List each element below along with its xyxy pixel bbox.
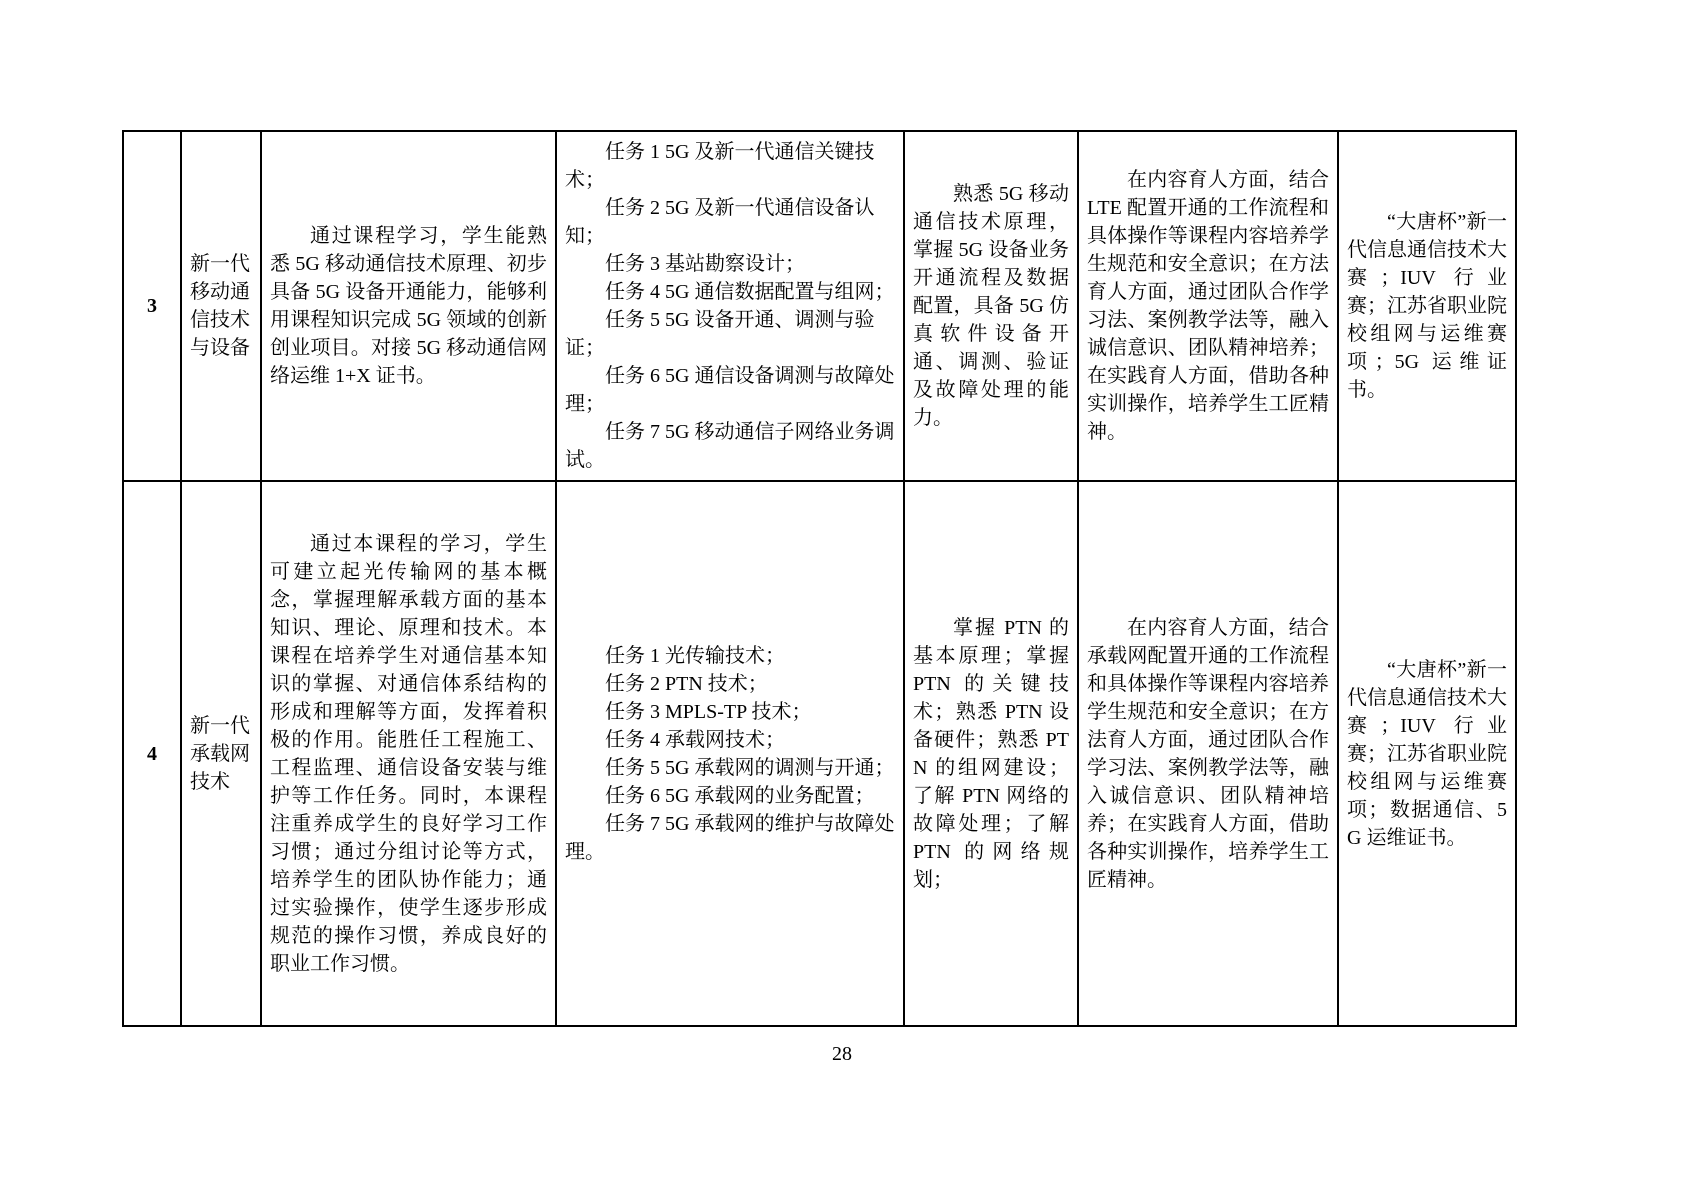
task-item: 任务 4 5G 通信数据配置与组网； <box>605 281 895 303</box>
task-item: 任务 3 MPLS-TP 技术； <box>605 700 812 723</box>
course-education-cell <box>1078 131 1338 481</box>
task-item: 任务 5 5G 设备开通、调测与验证； <box>565 309 875 359</box>
course-description: 通过课程学习，学生能熟悉 5G 移动通信技术原理、初步具备 5G 设备开通能力，能够利用课程知识完成 5G 领域的创新创业项目。对接 5G 移动通信网络运维 1+X 证书。 <box>270 225 547 387</box>
course-awards-cell <box>1338 481 1516 1026</box>
course-education: 在内容育人方面，结合 LTE 配置开通的工作流程和具体操作等课程内容培养学生规范和安全意识；在方法育人方面，通过团队合作学习法、案例教学法等，融入诚信意识、团队精神培养；在实践育人方面，借助各种实训操作，培养学生工匠精神。 <box>1087 169 1329 443</box>
course-tasks-cell <box>556 131 904 481</box>
course-education: 在内容育人方面，结合承载网配置开通的工作流程和具体操作等课程内容培养学生规范和安全意识；在方法育人方面，通过团队合作学习法、案例教学法等，融入诚信意识、团队精神培养；在实践育人方面，借助各种实训操作，培养学生工匠精神。 <box>1087 616 1329 891</box>
task-item: 任务 1 光传输技术； <box>605 644 785 667</box>
task-item: 任务 5 5G 承载网的调测与开通； <box>605 756 895 779</box>
course-plan-table <box>122 130 1517 1027</box>
row-number: 3 <box>123 131 181 481</box>
task-item: 任务 3 基站勘察设计； <box>605 253 805 275</box>
task-item: 任务 4 承载网技术； <box>605 728 785 751</box>
course-education-cell <box>1078 481 1338 1026</box>
course-awards: “大唐杯”新一代信息通信技术大赛；IUV 行业赛；江苏省职业院校组网与运维赛项；5G 运维证书。 <box>1347 211 1507 401</box>
row-number: 4 <box>123 481 181 1026</box>
course-skills-cell <box>904 481 1078 1026</box>
course-awards: “大唐杯”新一代信息通信技术大赛；IUV 行业赛；江苏省职业院校组网与运维赛项；数据通信、5G 运维证书。 <box>1347 658 1507 849</box>
task-item: 任务 6 5G 承载网的业务配置； <box>605 784 875 807</box>
task-item: 任务 6 5G 通信设备调测与故障处理； <box>565 365 895 415</box>
task-item: 任务 2 PTN 技术； <box>605 672 768 695</box>
course-skills: 掌握 PTN 的基本原理；掌握 PTN 的关键技术；熟悉 PTN 设备硬件；熟悉 PTN 的组网建设；了解 PTN 网络的故障处理；了解 PTN 的网络规划； <box>913 616 1069 891</box>
task-item: 任务 2 5G 及新一代通信设备认知； <box>565 197 875 247</box>
table-row <box>123 481 1516 1026</box>
course-description: 通过本课程的学习，学生可建立起光传输网的基本概念，掌握理解承载方面的基本知识、理论、原理和技术。本课程在培养学生对通信基本知识的掌握、对通信体系结构的形成和理解等方面，发挥着积极的作用。能胜任工程施工、工程监理、通信设备安装与维护等工作任务。同时，本课程注重养成学生的良好学习工作习惯；通过分组讨论等方式，培养学生的团队协作能力；通过实验操作，使学生逐步形成规范的操作习惯，养成良好的职业工作习惯。 <box>270 532 547 975</box>
course-description-cell <box>261 131 556 481</box>
course-description-cell <box>261 481 556 1026</box>
course-skills: 熟悉 5G 移动通信技术原理，掌握 5G 设备业务开通流程及数据配置，具备 5G 仿真软件设备开通、调测、验证及故障处理的能力。 <box>913 183 1069 429</box>
task-item: 任务 7 5G 移动通信子网络业务调试。 <box>565 421 895 471</box>
course-tasks-cell <box>556 481 904 1026</box>
table-row <box>123 131 1516 481</box>
task-item: 任务 7 5G 承载网的维护与故障处理。 <box>565 812 895 863</box>
course-name: 新一代承载网技术 <box>181 481 261 1026</box>
course-name: 新一代移动通信技术与设备 <box>181 131 261 481</box>
course-awards-cell <box>1338 131 1516 481</box>
page-number: 28 <box>832 1043 852 1065</box>
course-skills-cell <box>904 131 1078 481</box>
task-item: 任务 1 5G 及新一代通信关键技术； <box>565 141 875 191</box>
